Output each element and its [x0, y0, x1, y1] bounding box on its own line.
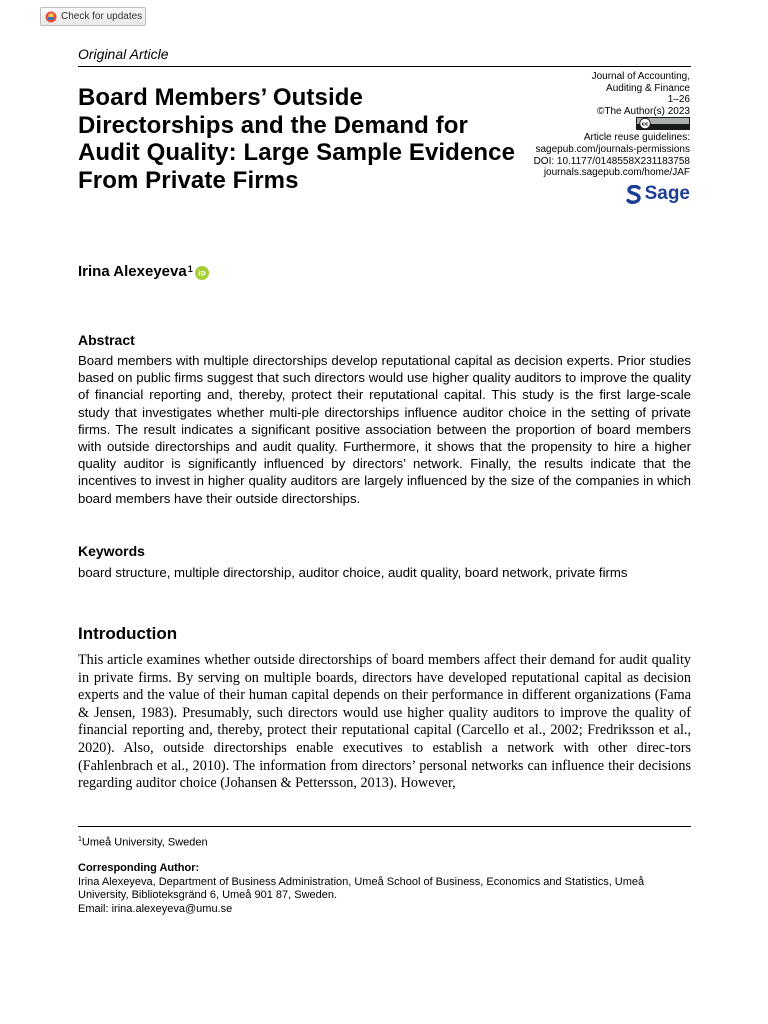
journal-info: [470, 71, 690, 179]
abstract-heading: Abstract: [78, 332, 135, 348]
sage-wordmark: Sage: [644, 183, 690, 204]
copyright-line: [470, 106, 690, 118]
permissions-link[interactable]: sagepub.com/journals-permissions: [535, 143, 690, 155]
svg-text:iD: iD: [197, 269, 206, 278]
introduction-heading: Introduction: [78, 624, 178, 643]
corresponding-author-details: [78, 876, 691, 916]
doi-link[interactable]: DOI: 10.1177/0148558X231183758: [533, 155, 690, 167]
crossmark-icon: [45, 11, 57, 23]
footnote-divider: [78, 826, 691, 827]
author-affiliation-mark: 1: [187, 264, 193, 274]
keywords-text: board structure, multiple directorship, auditor choice, audit quality, board network, private firms: [78, 565, 628, 580]
sage-s-icon: [626, 185, 642, 204]
affiliation-footnote: [78, 836, 208, 849]
sage-logo: [626, 183, 690, 205]
header-divider: [78, 66, 691, 67]
affiliation-text: Umeå University, Sweden: [81, 836, 208, 849]
creative-commons-icon[interactable]: [636, 117, 690, 130]
article-type: Original Article: [78, 46, 169, 62]
copyright-text: ©The Author(s) 2023: [597, 105, 690, 117]
corresponding-email[interactable]: Email: irina.alexeyeva@umu.se: [78, 902, 233, 915]
keywords-heading: Keywords: [78, 543, 145, 559]
corresponding-address: Irina Alexeyeva, Department of Business Administration, Umeå School of Business, Economics and Statistics, Umeå University, Biblioteksgränd 6, Umeå 901 87, Sweden.: [78, 876, 645, 902]
check-for-updates-button[interactable]: [40, 7, 146, 26]
journal-homepage-link[interactable]: journals.sagepub.com/home/JAF: [543, 167, 690, 179]
author-name: Irina Alexeyeva: [78, 263, 187, 280]
abstract-text: Board members with multiple directorships develop reputational capital as decision experts. Prior studies based on public firms suggest that such directors would use higher quality auditors to improve the quality of financial reporting and, thereby, protect their reputational capital. This study is the first large-scale study that investigates whether multi-ple directorships influence auditor choice in the setting of private firms. The result indicates a significant positive association between the proportion of board members with outside directorships and audit quality. Furthermore, it shows that the propensity to hire a higher quality auditor is significantly influenced by directors’ network. Finally, the results indicate that the incentives to invest in higher quality auditors are largely influenced by the size of the companies in which board members have their outside directorships.: [78, 353, 691, 506]
introduction-text: This article examines whether outside directorships of board members affect their demand for audit quality in private firms. By serving on multiple boards, directors have developed reputational capital as decision experts and the value of their human capital depends on their performance in different organizations (Fama & Jensen, 1983). Presumably, such directors would use higher quality auditors to improve the quality of financial reporting and, thereby, protect their reputational capital (Carcello et al., 2002; Fredriksson et al., 2020). Also, outside directorships enable executives to establish a network with other direc-tors (Fahlenbrach et al., 2010). The information from directors’ personal networks can influence their decisions regarding auditor choice (Johansen & Pettersson, 2013). However,: [78, 652, 691, 792]
corresponding-author-heading: Corresponding Author:: [78, 862, 200, 874]
author-line: [78, 263, 209, 280]
journal-name-line2: Auditing & Finance: [606, 82, 690, 94]
journal-name-line1: Journal of Accounting,: [591, 71, 690, 82]
svg-text:cc: cc: [641, 121, 649, 128]
license-row: [470, 117, 690, 132]
affiliation-mark: 1: [78, 836, 82, 843]
check-for-updates-label: Check for updates: [61, 11, 143, 22]
article-title: Board Members’ Outside Directorships and the Demand for Audit Quality: Large Sample Evidence From Private Firms: [78, 84, 516, 194]
orcid-icon[interactable]: [195, 266, 209, 280]
reuse-label: Article reuse guidelines:: [583, 132, 690, 144]
page-range: 1–26: [667, 94, 690, 106]
